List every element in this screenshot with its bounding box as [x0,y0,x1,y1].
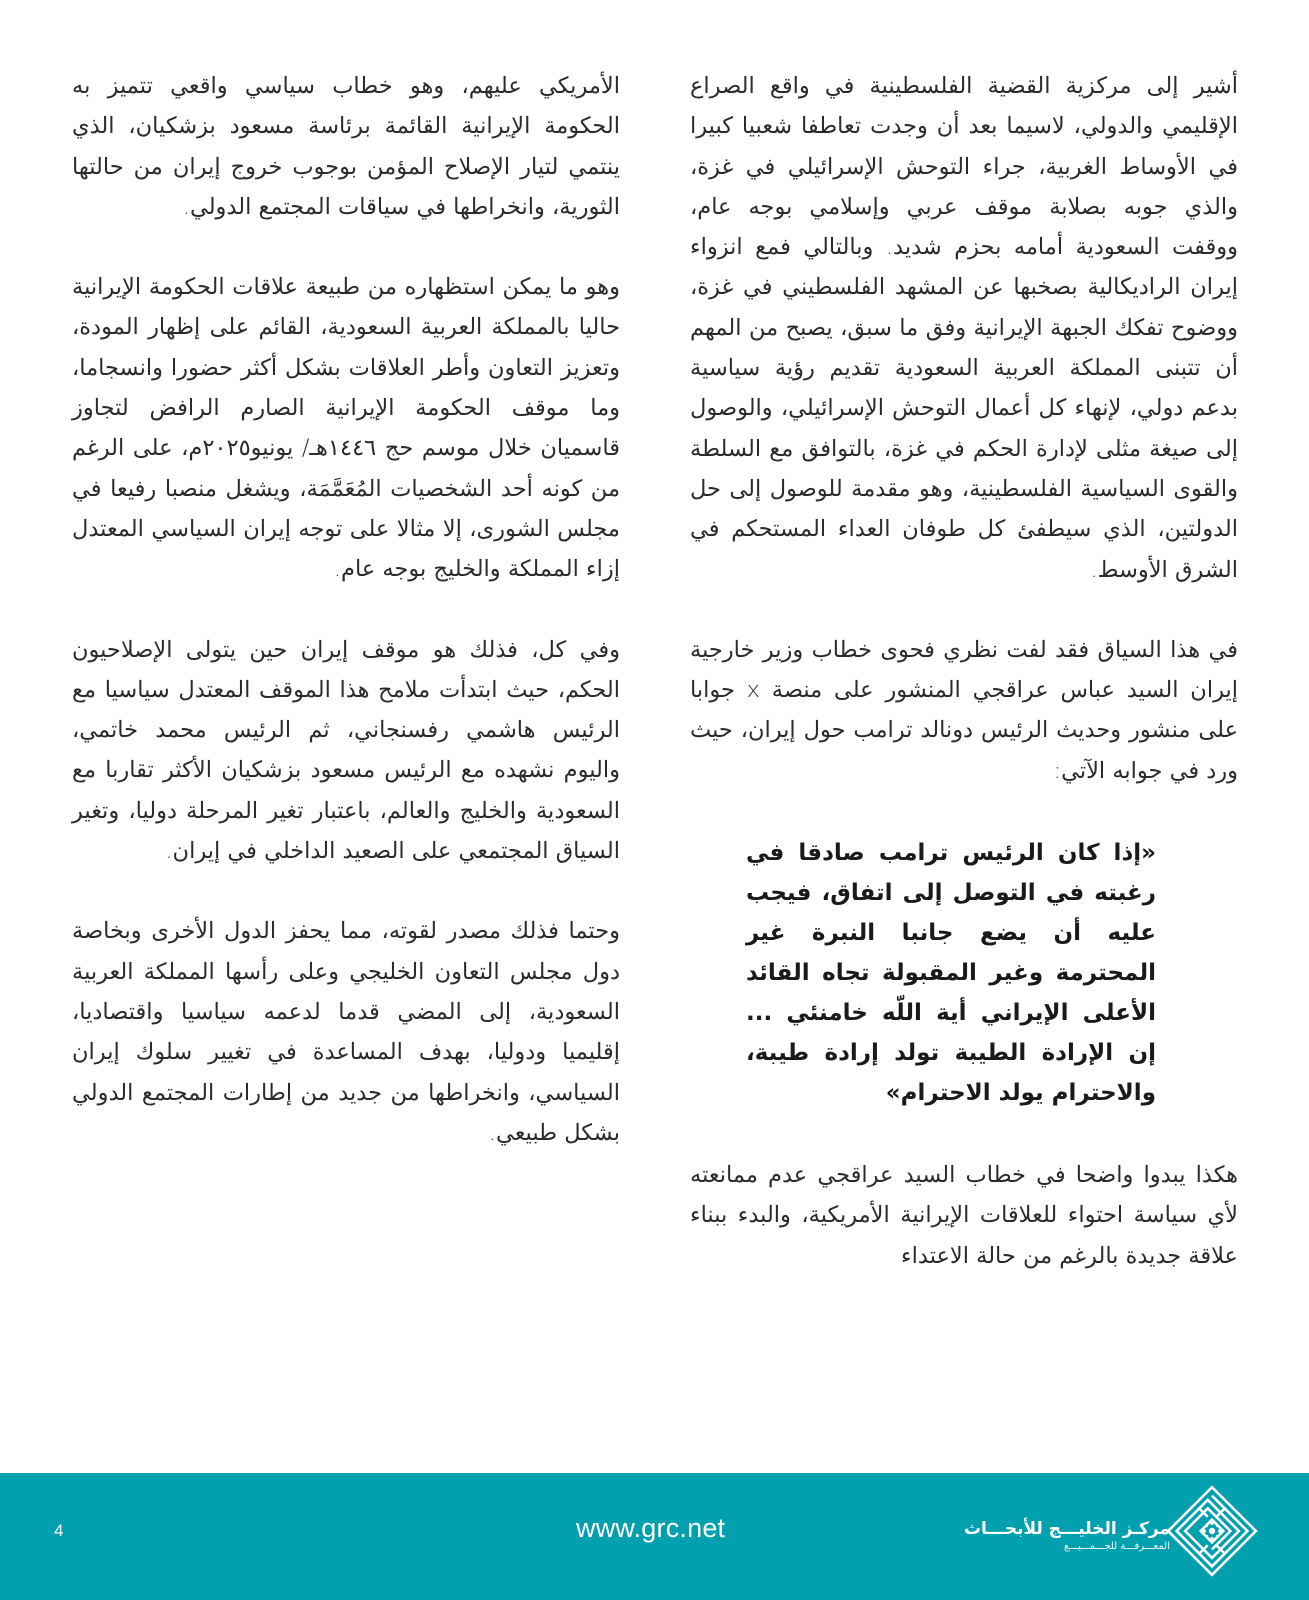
right-text-column [690,66,1238,1276]
paragraph: وفي كل، فذلك هو موقف إيران حين يتولى الإصلاحيون الحكم، حيث ابتدأت ملامح هذا الموقف المعتدل سياسيا مع الرئيس هاشمي رفسنجاني، ثم الرئيس محمد خاتمي، واليوم نشهده مع الرئيس مسعود بزشكيان الأكثر تقاربا مع السعودية والخليج والعالم، باعتبار تغير المرحلة دوليا، وتغير السياق المجتمعي على الصعيد الداخلي في إيران. [72,636,620,865]
page-number: 4 [54,1521,64,1540]
paragraph: هكذا يبدوا واضحا في خطاب السيد عراقجي عدم ممانعته لأي سياسة احتواء للعلاقات الإيرانية الأمريكية، والبدء ببناء علاقة جديدة بالرغم من حالة الاعتداء [690,1162,1238,1269]
paragraph: وحتما فذلك مصدر لقوته، مما يحفز الدول الأخرى وبخاصة دول مجلس التعاون الخليجي وعلى رأسها المملكة العربية السعودية، إلى المضي قدما لدعمه سياسيا واقتصاديا، إقليميا ودوليا، بهدف المساعدة في تغيير سلوك إيران السياسي، وانخراطها من جديد من إطارات المجتمع الدولي بشكل طبيعي. [72,918,620,1146]
website-link[interactable]: www.grc.net [576,1513,726,1543]
paragraph: وهو ما يمكن استظهاره من طبيعة علاقات الحكومة الإيرانية حاليا بالمملكة العربية السعودية، القائم على إظهار المودة، وتعزيز التعاون وأطر العلاقات بشكل أكثر حضورا وانسجاما، وما موقف الحكومة الإيرانية الصارم الرافض لتجاوز قاسميان خلال موسم حج ١٤٤٦هـ/ يونيو٢٠٢٥م، على الرغم من كونه أحد الشخصيات المُعَمَّمَة، ويشغل منصبا رفيعا في مجلس الشورى، إلا مثالا على توجه إيران السياسي المعتدل إزاء المملكة والخليج بوجه عام. [72,274,620,583]
kufic-square-logo-icon [1164,1483,1260,1579]
paragraph: أشير إلى مركزية القضية الفلسطينية في واقع الصراع الإقليمي والدولي، لاسيما بعد أن وجدت تعاطفا شعبيا كبيرا في الأوساط الغربية، جراء التوحش الإسرائيلي في غزة، والذي جوبه بصلابة موقف عربي وإسلامي بوجه عام، ووقفت السعودية أمامه بحزم شديد. وبالتالي فمع انزواء إيران الراديكالية بصخبها عن المشهد الفلسطيني في غزة، ووضوح تفكك الجبهة الإيرانية وفق ما سبق، يصبح من المهم أن تتبنى المملكة العربية السعودية تقديم رؤية سياسية بدعم دولي، لإنهاء كل أعمال التوحش الإسرائيلي، والوصول إلى صيغة مثلى لإدارة الحكم في غزة، بالتوافق مع السلطة والقوى السياسية الفلسطينية، وهو مقدمة للوصول إلى حل الدولتين، الذي سيطفئ كل طوفان العداء المستحكم في الشرق الأوسط. [690,73,1238,583]
brand-name: مركـز الخليـــج للأبحـــاث [963,1519,1170,1539]
paragraph: الأمريكي عليهم، وهو خطاب سياسي واقعي تتميز به الحكومة الإيرانية القائمة برئاسة مسعود بزشكيان، الذي ينتمي لتيار الإصلاح المؤمن بوجوب خروج إيران من حالتها الثورية، وانخراطها في سياقات المجتمع الدولي. [72,73,620,220]
left-text-column [72,66,620,1153]
brand-name-block [950,1518,1170,1554]
bold-quote: «إذا كان الرئيس ترامب صادقا في رغبته في التوصل إلى اتفاق، فيجب عليه أن يضع جانبا النبرة غير المحترمة وغير المقبولة تجاه القائد الأعلى الإيراني أية اللّه خامنئي ... إن الإرادة الطيبة تولد إرادة طيبة، والاحترام يولد الاحترام» [746,840,1156,1107]
paragraph: في هذا السياق فقد لفت نظري فحوى خطاب وزير خارجية إيران السيد عباس عراقجي المنشور على منصة x جوابا على منشور وحديث الرئيس دونالد ترامب حول إيران، حيث ورد في جوابه الآتي: [690,636,1238,784]
page-footer [0,1473,1309,1600]
brand-tagline: المعـــرفـــة للجـــمـــيـــع [1063,1541,1170,1552]
